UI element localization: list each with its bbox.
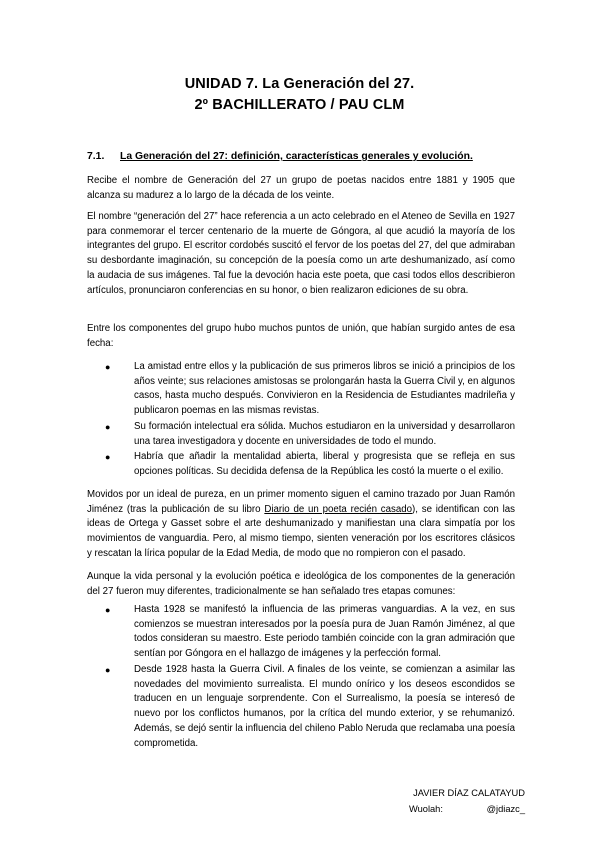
bullet-list-union-points (87, 360, 515, 479)
bullet-icon: ● (105, 362, 111, 372)
list-item-text: Habría que añadir la mentalidad abierta, liberal y progresista que se refleja en sus opciones políticas. Su decidida defensa de la República les costó la muerte o el exilio. (134, 451, 515, 477)
document-title: UNIDAD 7. La Generación del 27. (184, 76, 415, 92)
bullet-icon: ● (105, 422, 111, 432)
list-item-text: Su formación intelectual era sólida. Muchos estudiaron en la universidad y desarrollaron una tarea investigadora y docente en universidades de todo el mundo. (134, 421, 515, 447)
bullet-list-stages (87, 603, 515, 751)
section-heading (87, 151, 527, 162)
text-span: ), se identifican con las ideas de Ortega y Gasset sobre el arte deshumanizado y manifiestan una clara simpatía por los movimientos de vanguardia. Pero, al mismo tiempo, sienten veneración por los escritores clásicos y rescatan la lírica popular de la Edad Media, de modo que no rompieron con el pasado. (87, 503, 515, 559)
list-item (87, 360, 515, 420)
wuolah-label: Wuolah: (409, 804, 443, 814)
wuolah-line (395, 801, 525, 817)
wuolah-handle: @jdiazc_ (486, 804, 525, 814)
paragraph-stages: Aunque la vida personal y la evolución poética e ideológica de los componentes de la generación del 27 fueron muy diferentes, tradicionalmente se han señalado tres etapas comunes: (87, 571, 515, 597)
bullet-icon: ● (105, 605, 111, 615)
list-item (87, 450, 515, 479)
author-name: JAVIER DÍAZ CALATAYUD (413, 788, 525, 798)
book-title: Diario de un poeta recién casado (264, 503, 413, 515)
list-item-text: Desde 1928 hasta la Guerra Civil. A finales de los veinte, se comienzan a asimilar las novedades del movimiento surrealista. El mundo onírico y los deseos escondidos se traducen en un lenguaje sorprendente. Con el Surrealismo, la poesía se interesó de nuevo por los conflictos humanos, por la crítica del mundo exterior, y se rehumanizó. Además, se dejó sentir la influencia del chileno Pablo Neruda que reclamaba una poesía comprometida. (134, 664, 515, 749)
section-number: 7.1. (87, 151, 105, 162)
paragraph-influences (87, 488, 515, 562)
document-subtitle: 2º BACHILLERATO / PAU CLM (194, 97, 405, 113)
list-item-text: Hasta 1928 se manifestó la influencia de las primeras vanguardias. A la vez, en sus comienzos se muestran interesados por la poesía pura de Juan Ramón Jiménez, al que todos consideran su maestro. Este periodo también coincide con la gran admiración que sentían por Góngora en el hallazgo de imágenes y la perfección formal. (134, 604, 515, 660)
list-item (87, 420, 515, 450)
section-title: La Generación del 27: definición, características generales y evolución. (120, 151, 473, 162)
bullet-icon: ● (105, 665, 111, 675)
list-item (87, 663, 515, 751)
bullet-icon: ● (105, 452, 111, 462)
list-item (87, 603, 515, 663)
text-span: Movidos por un ideal de pureza, en un primer momento siguen el camino trazado por Juan Ramón Jiménez (tras la publicación de su libro (87, 489, 515, 515)
author-signature (395, 785, 525, 817)
paragraph-definition: Recibe el nombre de Generación del 27 un grupo de poetas nacidos entre 1881 y 1905 que alcanza su madurez a lo largo de la década de los veinte. (87, 175, 515, 201)
paragraph-name-origin: El nombre “generación del 27” hace referencia a un acto celebrado en el Ateneo de Sevilla en 1927 para conmemorar el tercer centenario de la muerte de Góngora, al que acudió la mayoría de los integrantes del grupo. El escritor cordobés suscitó el fervor de los poetas del 27, del que admiraban su desbordante imaginación, su concepción de la poesía como un arte deshumanizado, así como la audacia de sus imágenes. Tal fue la devoción hacia este poeta, que casi todos ellos describieron artículos, pronunciaron conferencias en su honor, o bien realizaron ediciones de su obra. (87, 211, 515, 296)
list-item-text: La amistad entre ellos y la publicación de sus primeros libros se inició a principios de los años veinte; sus relaciones amistosas se prolongarán hasta la Guerra Civil y, en algunos casos, hasta mucho después. Convivieron en la Residencia de Estudiantes madrileña y publicaron poemas en las mismas revistas. (134, 361, 515, 417)
paragraph-union-points: Entre los componentes del grupo hubo muchos puntos de unión, que habían surgido antes de esa fecha: (87, 323, 515, 349)
